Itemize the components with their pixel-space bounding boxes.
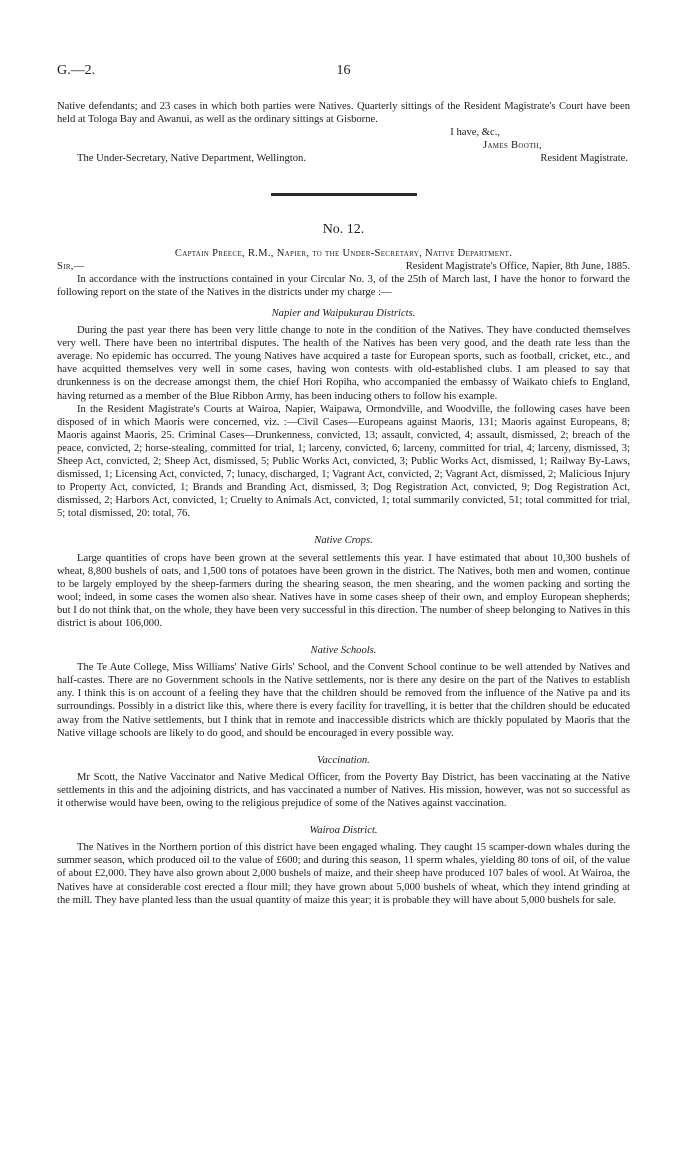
page-header <box>57 64 630 84</box>
salutation: Sir,— <box>57 260 85 272</box>
section-paragraph: The Te Aute College, Miss Williams' Native Girls' School, and the Convent School continue to be well attended by Natives and half-castes. There are no Government schools in the Native settlements, nor is there any desire on the part of the Natives to establish any. I think this is on account of a feeling they have that the children should be removed from the influence of the Native pa and its surroundings. Possibly in a district like this, where there is every facility for travelling, it is better that the children should be educated away from the Native settlements, but I think that in remote and inaccessible districts which are thickly populated by Maoris that the Native village schools are likely to do good, and should be encouraged in every possible way. <box>57 662 630 739</box>
section-paragraph: In the Resident Magistrate's Courts at Wairoa, Napier, Waipawa, Ormondville, and Woodville, the following cases have been disposed of in which Maoris were concerned, viz. :—Civil Cases—Europeans against Maoris, 131; Maoris against Europeans, 8; Maoris against Maoris, 25. Criminal Cases—Drunkenness, convicted, 13; assault, convicted, 4; assault, dismissed, 2; breach of the peace, convicted, 2; horse-stealing, committed for trial, 1; larceny, convicted, 6; larceny, committed for trial, 4; larceny, dismissed, 3; Sheep Act, convicted, 2; Sheep Act, dismissed, 5; Public Works Act, convicted, 3; Public Works Act, dismissed, 1; Railway By-Laws, dismissed, 1; Licensing Act, convicted, 7; lunacy, discharged, 1; Vagrant Act, convicted, 2; Vagrant Act, dismissed, 2; Malicious Injury to Property Act, convicted, 1; Brands and Branding Act, dismissed, 3; Dog Registration Act, convicted, 9; Dog Registration Act, dismissed, 2; Harbors Act, convicted, 1; Cruelty to Animals Act, convicted, 1; total summarily convicted, 51; total committed for trial, 5; total dismissed, 20: total, 76. <box>57 403 630 520</box>
section-divider <box>57 187 630 200</box>
section-paragraph: Large quantities of crops have been grown at the several settlements this year. I have estimated that about 10,300 bushels of wheat, 8,800 bushels of oats, and 1,500 tons of potatoes have been grown in the district. The Natives, both men and women, continue to be largely employed by the sheep-farmers during the shearing season, the men shearing, and the women packing and sorting the wool; indeed, in some cases the women also shear. Natives have in some cases sheep of their own, and employ European shepherds; but I do not think that, on the whole, they have been very successful in this direction. The number of sheep belonging to Natives in this district is about 106,000. <box>57 552 630 629</box>
document-code: G.—2. <box>57 63 96 78</box>
page-content <box>57 100 630 907</box>
signoff-address-row <box>57 152 630 165</box>
office-date: Resident Magistrate's Office, Napier, 8th June, 1885. <box>405 260 630 272</box>
section-heading: Native Crops. <box>314 535 373 547</box>
letter-number: No. 12. <box>322 221 365 237</box>
section-paragraph: During the past year there has been very little change to note in the condition of the Natives. They have conducted themselves very well. There have been no intertribal disputes. The health of the Natives has been very good, and the death rate less than the average. No epidemic has occurred. The young Natives have acquired a taste for European sports, such as football, cricket, etc., and have acquitted themselves very well in some cases, having won contests with old-established clubs. I am pleased to say that drunkenness is on the decrease amongst them, the chief Hori Ropiha, who accompanied the embassy of Waikato chiefs to England, having returned as a member of the Blue Ribbon Army, has been inducing others to follow his example. <box>57 325 630 402</box>
signoff-title: Resident Magistrate. <box>540 153 628 165</box>
signoff-name: James Booth, <box>483 140 542 152</box>
section-paragraph: The Natives in the Northern portion of this district have been engaged whaling. They caught 15 scamper-down whales during the summer season, which produced oil to the value of £600; and during this season, 11 sperm whales, yielding 80 tons of oil, of the value of about £2,000. They have also grown about 2,000 bushels of maize, and their sheep have produced 107 bales of wool. At Wairoa, the Natives have at considerable cost erected a flour mill; they have grown about 5,000 bushels of wheat, which they intend grinding at the mill. They have planted less than the usual quantity of maize this year; it is probable they will have about 5,000 bushels for sale. <box>57 842 630 906</box>
signoff-closing: I have, &c., <box>450 127 500 139</box>
section-heading: Native Schools. <box>310 645 377 657</box>
page-number: 16 <box>336 63 351 78</box>
divider-rule <box>271 193 417 196</box>
section-heading: Napier and Waipukurau Districts. <box>271 307 416 319</box>
intro-paragraph: Native defendants; and 23 cases in which both parties were Natives. Quarterly sittings of the Resident Magistrate's Court have been held at Tologa Bay and Awanui, as well as the ordinary sittings at Gisborne. <box>57 101 630 126</box>
letter-from-line: Captain Preece, R.M., Napier, to the Under-Secretary, Native Department. <box>174 247 513 259</box>
signoff-addressee: The Under-Secretary, Native Department, Wellington. <box>77 153 306 165</box>
section-heading: Vaccination. <box>317 754 370 766</box>
letter-opening: In accordance with the instructions contained in your Circular No. 3, of the 25th of March last, I have the honor to forward the following report on the state of the Natives in the districts under my charge :— <box>57 273 630 298</box>
salutation-row <box>57 260 630 273</box>
section-paragraph: Mr Scott, the Native Vaccinator and Native Medical Officer, from the Poverty Bay District, has been vaccinating at the Native settlements in this and the adjoining districts, and has vaccinated a number of Natives. His mission, however, was not so successful as it otherwise would have been, owing to the religious prejudice of some of the Natives against vaccination. <box>57 771 630 810</box>
section-heading: Wairoa District. <box>309 825 378 837</box>
